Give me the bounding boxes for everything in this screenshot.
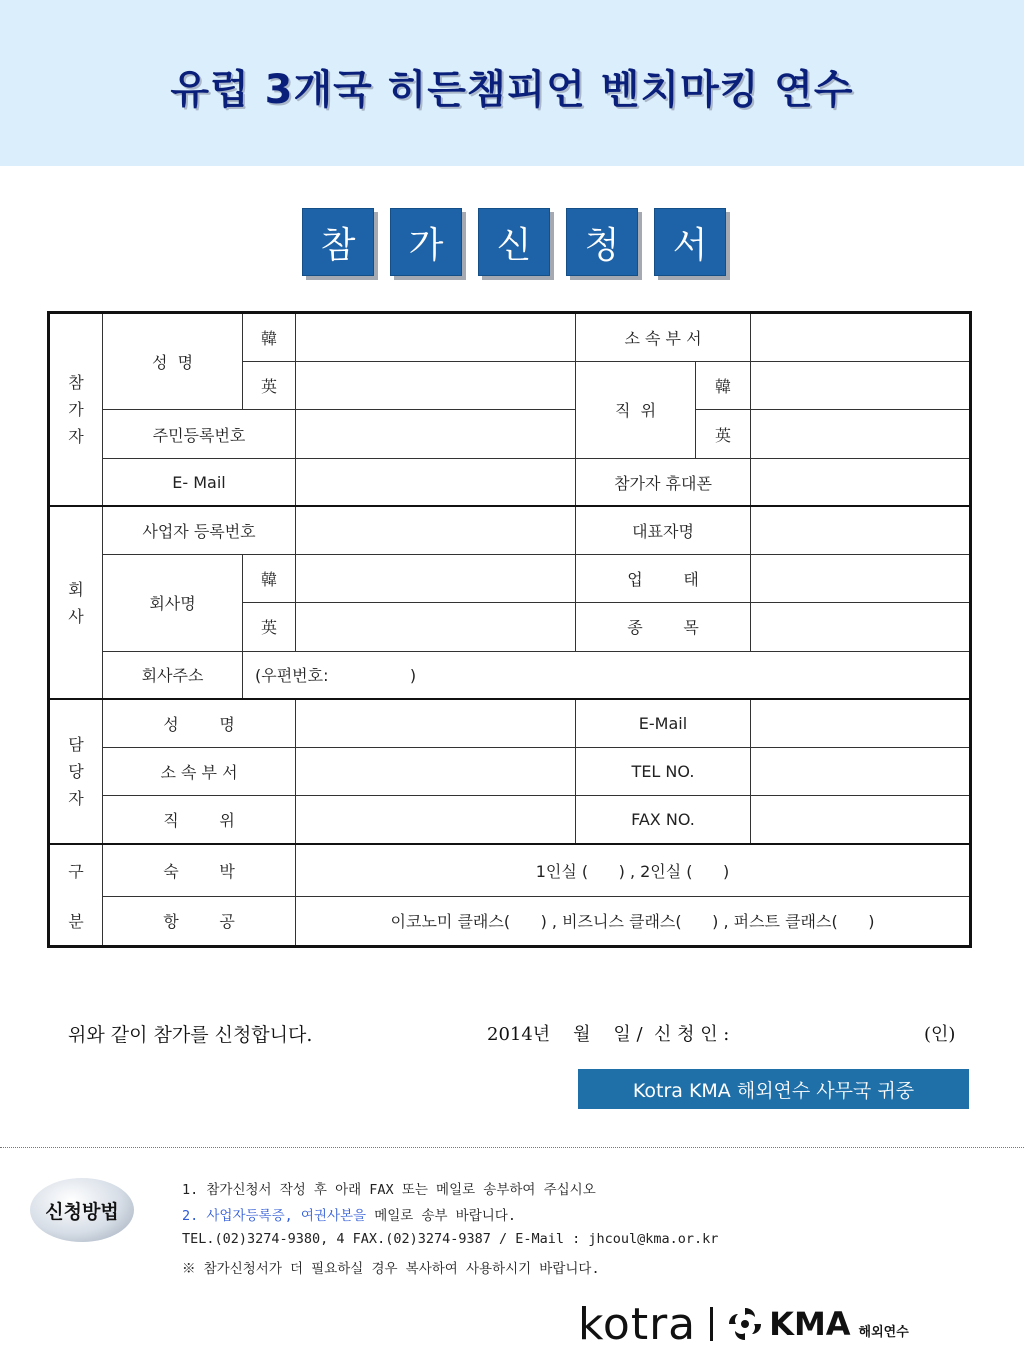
company-ceo-label: 대표자명 — [576, 506, 751, 554]
company-business-type-label: 업 태 — [576, 555, 751, 603]
instruction-line-2 — [182, 1204, 516, 1224]
company-address-field[interactable]: (우편번호: ) — [243, 651, 971, 699]
page-title: 유럽 3개국 히든챔피언 벤치마킹 연수 — [170, 67, 854, 113]
subtitle-char: 서 — [654, 208, 726, 276]
company-item-label: 종 목 — [576, 603, 751, 651]
participant-position-han-label: 韓 — [696, 362, 751, 410]
application-statement: 위와 같이 참가를 신청합니다. — [68, 1024, 313, 1046]
lodging-options[interactable]: 1인실 ( ) , 2인실 ( ) — [296, 844, 971, 896]
participant-mobile-field[interactable] — [751, 458, 971, 506]
seal-mark: (인) — [924, 1024, 956, 1045]
participant-email-label: E- Mail — [103, 458, 296, 506]
subtitle-char: 청 — [566, 208, 638, 276]
flight-options[interactable]: 이코노미 클래스( ) , 비즈니스 클래스( ) , 퍼스트 클래스( ) — [296, 896, 971, 946]
company-biz-reg-field[interactable] — [296, 506, 576, 554]
participant-position-eng-label: 英 — [696, 410, 751, 458]
subtitle-char: 가 — [390, 208, 462, 276]
form-subtitle — [302, 208, 726, 276]
contact-email-label: E-Mail — [576, 699, 751, 747]
kotra-logo-text: kotra — [578, 1298, 697, 1350]
flight-label: 항 공 — [103, 896, 296, 946]
company-ceo-field[interactable] — [751, 506, 971, 554]
contact-position-field[interactable] — [296, 796, 576, 844]
participant-name-eng-label: 英 — [243, 362, 296, 410]
company-name-han-label: 韓 — [243, 555, 296, 603]
application-form-table — [47, 311, 972, 948]
contact-tel-label: TEL NO. — [576, 747, 751, 795]
company-name-han-field[interactable] — [296, 555, 576, 603]
recipient-banner: Kotra KMA 해외연수 사무국 귀중 — [578, 1069, 969, 1109]
company-name-eng-label: 英 — [243, 603, 296, 651]
kma-swirl-icon — [725, 1304, 765, 1344]
company-address-label: 회사주소 — [103, 651, 243, 699]
contact-name-label: 성 명 — [103, 699, 296, 747]
participant-position-han-field[interactable] — [751, 362, 971, 410]
participant-position-eng-field[interactable] — [751, 410, 971, 458]
subtitle-char: 신 — [478, 208, 550, 276]
contact-dept-field[interactable] — [296, 747, 576, 795]
contact-name-field[interactable] — [296, 699, 576, 747]
contact-dept-label: 소 속 부 서 — [103, 747, 296, 795]
section-company — [49, 506, 103, 699]
contact-position-label: 직 위 — [103, 796, 296, 844]
instruction-line-1: 1. 참가신청서 작성 후 아래 FAX 또는 메일로 송부하여 주십시오 — [182, 1182, 596, 1198]
kotra-kma-logo — [578, 1296, 998, 1352]
participant-dept-label: 소 속 부 서 — [576, 313, 751, 362]
application-method-badge: 신청방법 — [30, 1178, 134, 1242]
company-business-type-field[interactable] — [751, 555, 971, 603]
company-name-eng-field[interactable] — [296, 603, 576, 651]
participant-resident-label: 주민등록번호 — [103, 410, 296, 458]
section-participant — [49, 313, 103, 507]
participant-mobile-label: 참가자 휴대폰 — [576, 458, 751, 506]
company-item-field[interactable] — [751, 603, 971, 651]
instruction-line-2-highlight: 2. 사업자등록증, 여권사본을 — [182, 1208, 367, 1224]
section-company-label: 회 사 — [68, 579, 84, 626]
lodging-label: 숙 박 — [103, 844, 296, 896]
section-category-top: 구 — [49, 844, 103, 896]
participant-resident-field[interactable] — [296, 410, 576, 458]
participant-name-eng-field[interactable] — [296, 362, 576, 410]
logo-subtext: 해외연수 — [858, 1325, 909, 1340]
participant-name-han-field[interactable] — [296, 313, 576, 362]
participant-email-field[interactable] — [296, 458, 576, 506]
contact-tel-field[interactable] — [751, 747, 971, 795]
kma-logo-text: KMA — [769, 1305, 851, 1343]
instruction-line-4: ※ 참가신청서가 더 필요하실 경우 복사하여 사용하시기 바랍니다. — [182, 1261, 600, 1277]
participant-name-label: 성 명 — [103, 313, 243, 410]
contact-fax-label: FAX NO. — [576, 796, 751, 844]
instruction-line-3: TEL.(02)3274-9380, 4 FAX.(02)3274-9387 / E-Mail : jhcoul@kma.or.kr — [182, 1231, 719, 1247]
section-category-bottom: 분 — [49, 896, 103, 946]
section-participant-label: 참 가 자 — [68, 373, 84, 447]
company-name-label: 회사명 — [103, 555, 243, 651]
company-biz-reg-label: 사업자 등록번호 — [103, 506, 296, 554]
date-signature-line: 2014년 월 일 / 신 청 인 : — [487, 1024, 730, 1045]
subtitle-char: 참 — [302, 208, 374, 276]
participant-name-han-label: 韓 — [243, 313, 296, 362]
section-contact-label: 담 당 자 — [68, 735, 84, 809]
instruction-line-2-rest: 메일로 송부 바랍니다. — [366, 1208, 516, 1224]
participant-position-label: 직 위 — [576, 362, 696, 458]
participant-dept-field[interactable] — [751, 313, 971, 362]
logo-separator — [710, 1307, 713, 1341]
divider — [0, 1147, 1024, 1148]
section-contact — [49, 699, 103, 844]
contact-fax-field[interactable] — [751, 796, 971, 844]
contact-email-field[interactable] — [751, 699, 971, 747]
